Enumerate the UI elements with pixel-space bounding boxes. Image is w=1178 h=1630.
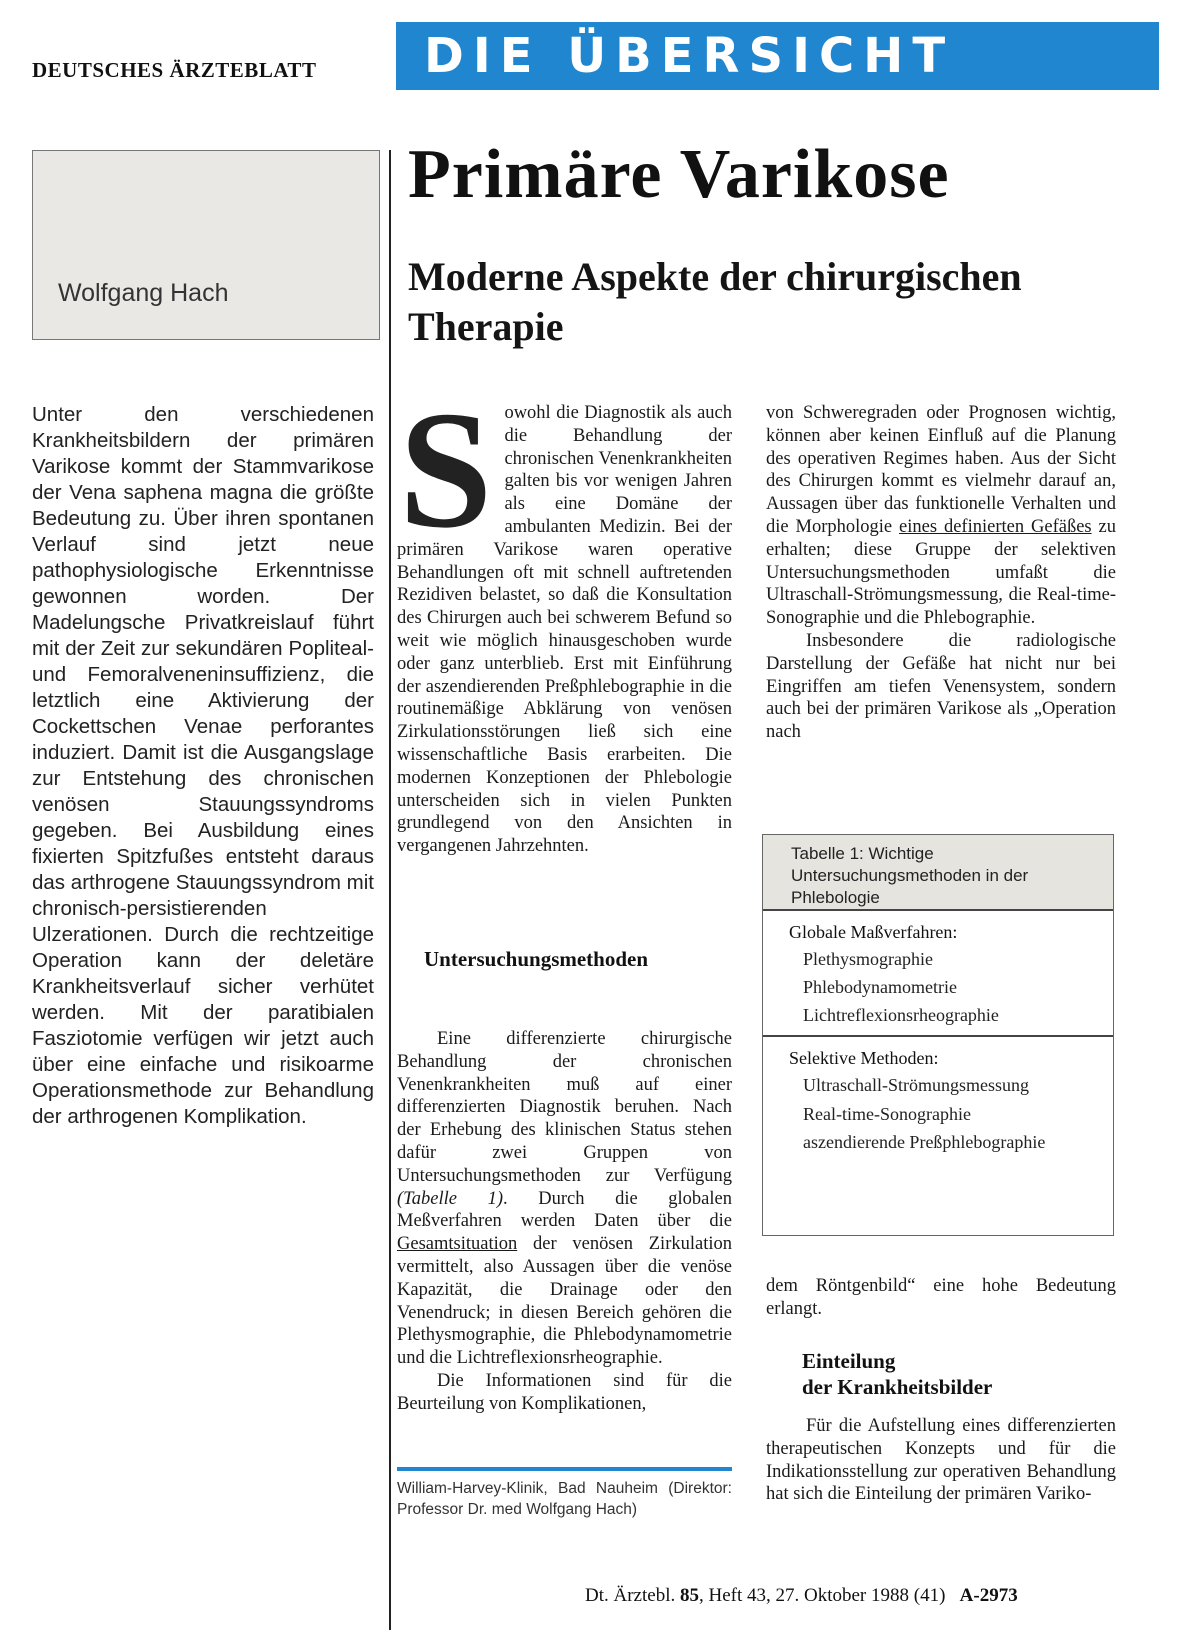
intro-column [397,377,732,858]
page-number: A-2973 [959,1585,1018,1606]
methods-text [397,1028,732,1416]
table-item: Lichtreflexionsrheographie [803,1005,999,1025]
table-item: Plethysmographie [803,949,933,969]
table-item: aszendierende Preßphlebographie [803,1132,1046,1152]
table-item: Ultraschall-Strömungsmessung [803,1075,1029,1095]
masthead: DEUTSCHES ÄRZTEBLATT [32,58,317,82]
right-paragraph-3: dem Röntgenbild“ eine hohe Bedeutung erlangt. [766,1276,1116,1319]
table-reference: (Tabelle 1) [397,1188,503,1209]
table-item: Phlebodynamometrie [803,977,957,997]
right-paragraph-1: von Schweregraden oder Prognosen wichtig, können aber keinen Einfluß auf die Planung des operativen Regimes haben. Aus der Sicht des Chirurgen kommt es vielmehr darauf an, Aussagen über das funktionelle Verhalten und die Morphologie eines definierten Gefäßes zu erhalten; diese Gruppe der selektiven Untersuchungsmethoden umfaßt die Ultraschall-Strömungsmessung, die Real-time-Sonographie und die Phlebographie. [766,403,1117,629]
section-heading-classification: Einteilung der Krankheitsbilder [802,1349,993,1399]
table-1 [762,834,1114,1236]
classification-text [766,1415,1116,1506]
section-banner: DIE ÜBERSICHT [396,22,1159,90]
table-group-global [763,911,1113,1035]
author-box [32,150,380,340]
issue-date: , Heft 43, 27. Oktober 1988 (41) [698,1585,946,1606]
table-group-heading: Selektive Methoden: [789,1048,939,1068]
article-title: Primäre Varikose [408,136,950,213]
column-divider [389,150,391,1630]
affiliation: William-Harvey-Klinik, Bad Nauheim (Direktor: Professor Dr. med Wolfgang Hach) [397,1480,732,1518]
table-group-selective [763,1035,1113,1163]
article-subtitle: Moderne Aspekte der chirurgischen Therapie [408,254,1022,349]
right-paragraph-2: Insbesondere die radiologische Darstellung der Gefäße hat nicht nur bei Eingriffen am tiefen Venensystem, sondern auch bei der primären Varikose als „Operation nach [766,630,1116,743]
journal-volume: 85 [679,1585,699,1606]
table-group-heading: Globale Maßverfahren: [789,922,958,942]
affiliation-rule [397,1467,732,1471]
classification-paragraph-1: Für die Aufstellung eines differenzierten therapeutischen Konzepts und für die Indikationsstellung zur operativen Behandlung hat sich die Einteilung der primären Variko- [766,1416,1116,1505]
drop-cap: S [399,377,493,563]
journal-name: Dt. Ärztebl. [585,1585,676,1606]
abstract: Unter den verschiedenen Krankheitsbildern der primären Varikose kommt der Stammvarikose der Vena saphena magna die größte Bedeutung zu. Über ihren spontanen Verlauf sind jetzt neue pathophysiologische Erkenntnisse gewonnen worden. Der Madelungsche Privatkreislauf führt mit der Zeit zur sekundären Popliteal- und Femoralveneninsuffizienz, die letztlich eine Aktivierung der Cockettschen Venae perforantes induziert. Damit ist die Ausgangslage zur Entstehung des chronischen venösen Stauungssyndroms gegeben. Bei Ausbildung eines fixierten Spitzfußes entsteht daraus das arthrogene Stauungssyndrom mit chronisch-persistierenden Ulzerationen. Durch die rechtzeitige Operation kann der deletäre Krankheitsverlauf sicher verhütet werden. Mit der paratibialen Fasziotomie verfügen wir jetzt auch über eine einfache und risikoarme Operationsmethode zur Behandlung der arthrogenen Komplikation. [32,403,374,1128]
intro-text: owohl die Diagnostik als auch die Behandlung der chronischen Venenkrankheiten galten bis vor wenigen Jahren als eine Domäne der ambulanten Medizin. Bei der primären Varikose waren operative Behandlungen oft mit schnell auftretenden Rezidiven belastet, so daß die Konsultation des Chirurgen auch bei schwerem Befund so weit wie möglich hinausgeschoben wurde oder ganz unterblieb. Erst mit Einführung der aszendierenden Preßphlebographie in die routinemäßige Abklärung von venösen Zirkulationsstörungen ließ sich eine wissenschaftliche Basis erarbeiten. Die modernen Konzeptionen der Phlebologie unterscheiden sich in vielen Punkten grundlegend von den Ansichten in vergangenen Jahrzehnten. [397,403,732,857]
table-caption: Tabelle 1: Wichtige Untersuchungsmethoden in der Phlebologie [763,835,1113,911]
table-item: Real-time-Sonographie [803,1104,971,1124]
section-heading-methods: Untersuchungsmethoden [424,947,649,971]
author-name: Wolfgang Hach [58,279,229,307]
page-footer [585,1585,1018,1607]
methods-paragraph-1: Eine differenzierte chirurgische Behandlung der chronischen Venenkrankheiten muß auf einer differenzierten Diagnostik beruhen. Nach der Erhebung des klinischen Status stehen dafür zwei Gruppen von Untersuchungsmethoden zur Verfügung (Tabelle 1). Durch die globalen Meßverfahren werden Daten über die Gesamtsituation der venösen Zirkulation vermittelt, also Aussagen über die venöse Kapazität, die Drainage oder den Venendruck; in diesen Bereich gehören die Plethysmographie, die Phlebodynamometrie und die Lichtreflexionsrheographie. [397,1029,732,1369]
methods-paragraph-2: Die Informationen sind für die Beurteilung von Komplikationen, [397,1370,732,1414]
right-column-top [766,402,1116,744]
